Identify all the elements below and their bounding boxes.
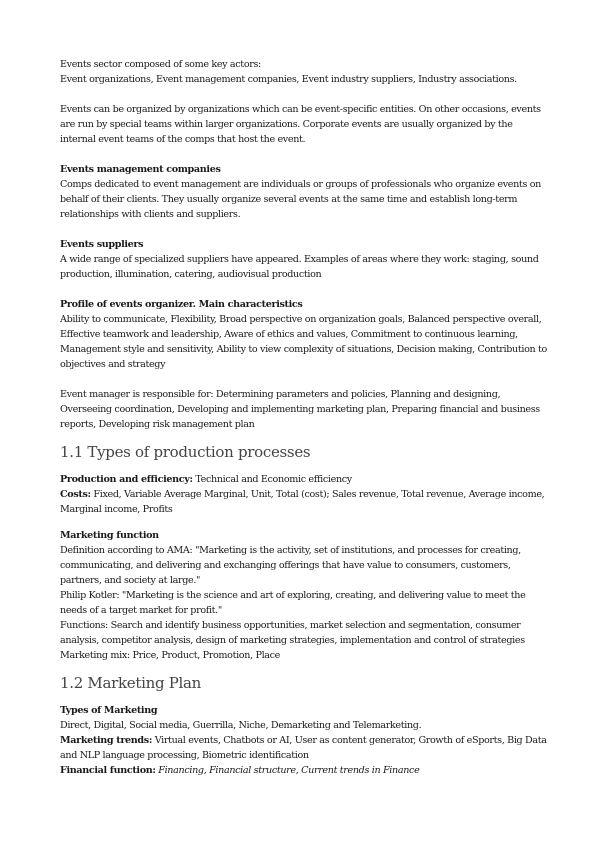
profile-paragraph: Ability to communicate, Flexibility, Broad perspective on organization goals, Balanced perspective overall, Effective teamwork and leadership, Aware of ethics and values, Commitment to continuous learning, Management style and sensitivity, Ability to view complexity of situations, Decision making, Contribution to objectives and strategy [60,314,547,370]
types-of-marketing-heading [60,703,550,718]
profile-heading-text: Profile of events organizer. Main characteristics [60,299,303,310]
marketing-functions: Functions: Search and identify business opportunities, market selection and segmentation, consumer analysis, competitor analysis, design of marketing strategies, implementation and control of strategies [60,620,525,646]
marketing-mix: Marketing mix: Price, Product, Promotion, Place [60,650,281,661]
costs-text: Fixed, Variable Average Marginal, Unit, Total (cost); Sales revenue, Total revenue, Average income, Marginal income, Profits [60,489,545,515]
costs-label: Costs: [60,489,91,500]
types-of-marketing-text: Direct, Digital, Social media, Guerrilla, Niche, Demarketing and Telemarketing. [60,720,422,731]
intro-line-2: Event organizations, Event management companies, Event industry suppliers, Industry associations. [60,74,517,85]
organization-paragraph: Events can be organized by organizations which can be event-specific entities. On other occasions, events are run by special teams within larger organizations. Corporate events are usually organized by the internal event teams of the comps that host the event. [60,104,541,145]
suppliers-heading-text: Events suppliers [60,239,144,250]
ama-definition: Definition according to AMA: "Marketing is the activity, set of institutions, and processes for creating, communicating, and delivering and exchanging offerings that have value to consumers, customers, partners, and society at large." [60,545,521,586]
suppliers-heading [60,237,550,252]
financial-function-text: Financing, Financial structure, Current trends in Finance [155,765,420,776]
intro-line-1: Events sector composed of some key actors: [60,59,261,70]
financial-function-label: Financial function: [60,765,156,776]
section-1-2-title: 1.2 Marketing Plan [60,674,202,692]
suppliers-paragraph: A wide range of specialized suppliers have appeared. Examples of areas where they work: staging, sound production, illumination, catering, audiovisual production [60,254,539,280]
management-companies-paragraph: Comps dedicated to event management are individuals or groups of professionals who organize events on behalf of their clients. They usually organize several events at the same time and establish long-term relationships with clients and suppliers. [60,179,541,220]
management-companies-heading [60,162,550,177]
production-efficiency-line [60,472,550,487]
production-efficiency-label: Production and efficiency: [60,474,193,485]
profile-heading [60,297,550,312]
financial-function-line [60,763,550,778]
event-manager-paragraph: Event manager is responsible for: Determining parameters and policies, Planning and designing, Overseeing coordination, Developing and implementing marketing plan, Preparing financial and business reports, Developing risk management plan [60,389,540,430]
section-1-1-title: 1.1 Types of production processes [60,443,311,461]
costs-line [60,487,550,517]
production-efficiency-text: Technical and Economic efficiency [192,474,352,485]
marketing-function-heading-text: Marketing function [60,530,159,541]
document-page [60,57,550,778]
types-of-marketing-heading-text: Types of Marketing [60,705,158,716]
marketing-trends-line [60,733,550,763]
marketing-trends-label: Marketing trends: [60,735,153,746]
management-companies-heading-text: Events management companies [60,164,221,175]
marketing-function-heading [60,528,550,543]
kotler-definition: Philip Kotler: "Marketing is the science and art of exploring, creating, and delivering value to meet the needs of a target market for profit." [60,590,526,616]
marketing-trends-text: Virtual events, Chatbots or AI, User as content generator, Growth of eSports, Big Data and NLP language processing, Biometric identification [60,735,547,761]
